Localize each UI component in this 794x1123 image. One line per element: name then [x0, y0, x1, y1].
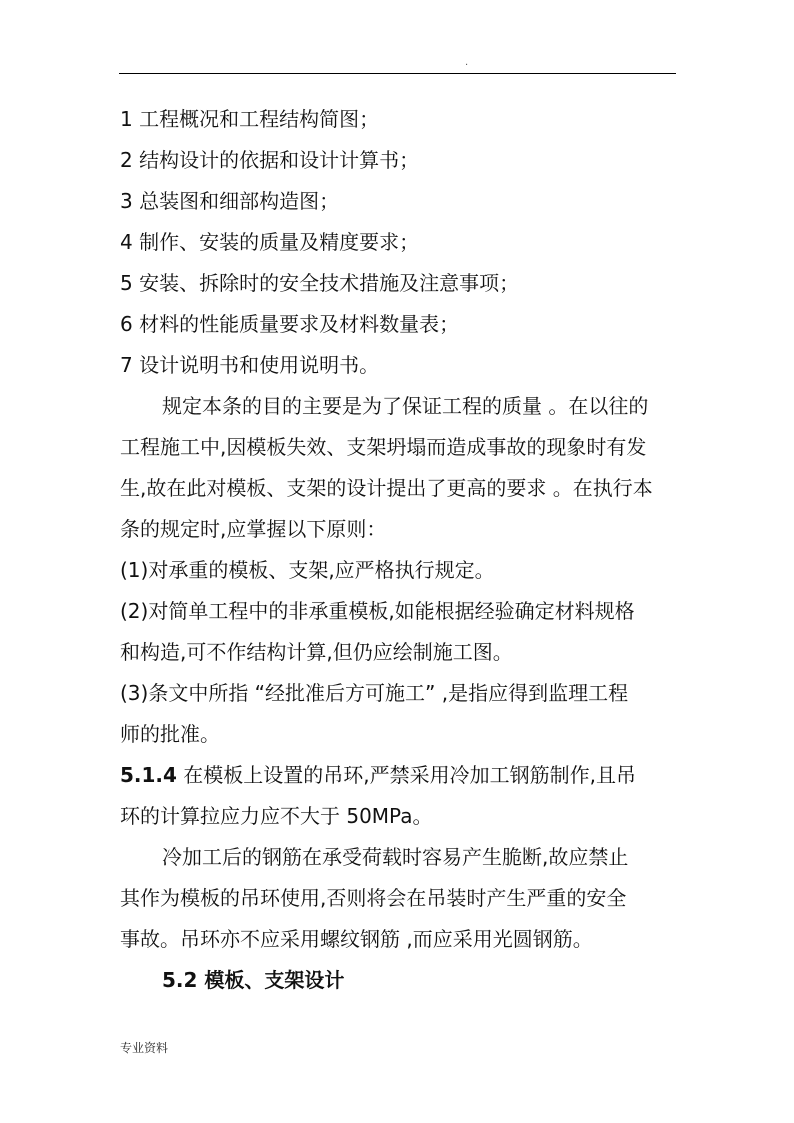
principle-line: (1)对承重的模板、支架,应严格执行规定。	[120, 558, 495, 582]
list-item: 5 安装、拆除时的安全技术措施及注意事项；	[120, 271, 520, 295]
paragraph-line: 条的规定时,应掌握以下原则：	[120, 517, 387, 541]
clause-number: 5.1.4	[120, 763, 177, 787]
principle-line: (2)对简单工程中的非承重模板,如能根据经验确定材料规格	[120, 599, 635, 623]
paragraph-line: 事故。吊环亦不应采用螺纹钢筋 ,而应采用光圆钢筋。	[120, 927, 593, 951]
header-mark: .	[465, 57, 469, 68]
principle-line: (3)条文中所指 “经批准后方可施工” ,是指应得到监理工程	[120, 681, 629, 705]
list-item: 6 材料的性能质量要求及材料数量表；	[120, 312, 460, 336]
section-heading: 5.2 模板、支架设计	[162, 968, 345, 992]
list-item: 1 工程概况和工程结构简图；	[120, 107, 380, 131]
paragraph-line: 其作为模板的吊环使用,否则将会在吊装时产生严重的安全	[120, 886, 627, 910]
paragraph-line: 冷加工后的钢筋在承受荷载时容易产生脆断,故应禁止	[162, 845, 629, 869]
paragraph-line: 生,故在此对模板、支架的设计提出了更高的要求 。在执行本	[120, 476, 653, 500]
footer-label: 专业资料	[120, 1041, 169, 1055]
document-body	[120, 99, 680, 1001]
paragraph-line: 规定本条的目的主要是为了保证工程的质量 。在以往的	[162, 394, 649, 418]
header-rule	[119, 73, 676, 74]
list-item: 7 设计说明书和使用说明书。	[120, 353, 380, 377]
clause-text: 在模板上设置的吊环,严禁采用冷加工钢筋制作,且吊	[176, 763, 637, 787]
clause-line: 环的计算拉应力应不大于 50MPa。	[120, 804, 433, 828]
clause-line	[120, 755, 680, 796]
list-item: 3 总装图和细部构造图；	[120, 189, 340, 213]
list-item: 4 制作、安装的质量及精度要求；	[120, 230, 420, 254]
list-item: 2 结构设计的依据和设计计算书；	[120, 148, 420, 172]
principle-line: 师的批准。	[120, 722, 220, 746]
principle-line: 和构造,可不作结构计算,但仍应绘制施工图。	[120, 640, 513, 664]
paragraph-line: 工程施工中,因模板失效、支架坍塌而造成事故的现象时有发	[120, 435, 647, 459]
